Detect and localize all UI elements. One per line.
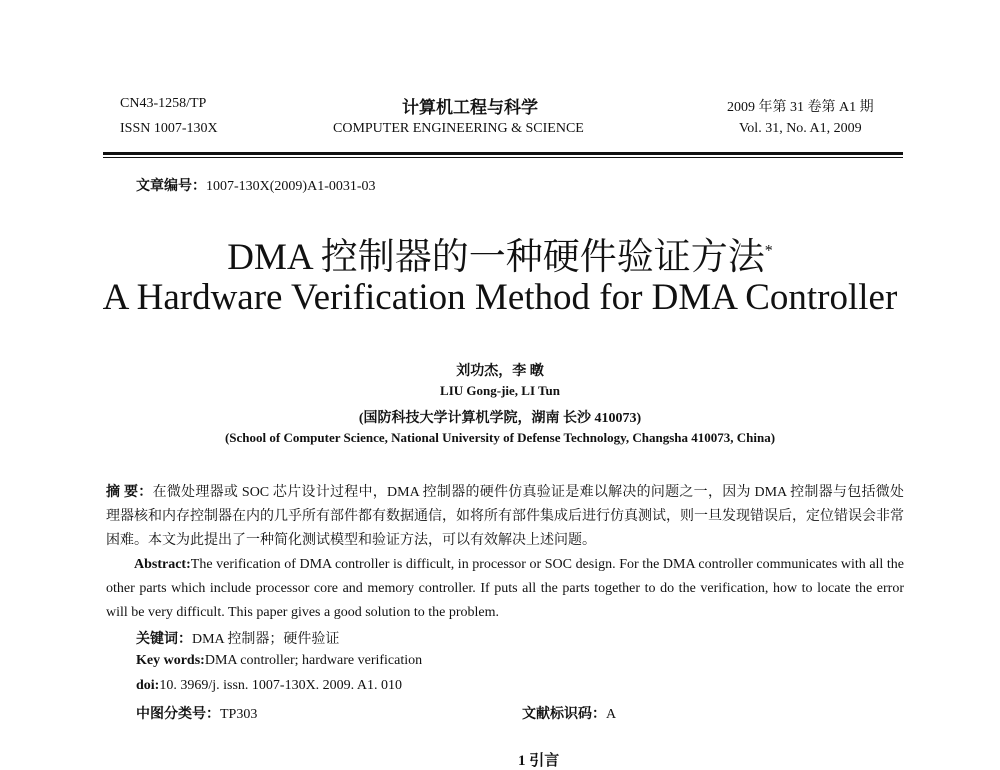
keywords-zh bbox=[136, 628, 339, 648]
doi-value: 10. 3969/j. issn. 1007-130X. 2009. A1. 010 bbox=[159, 678, 403, 693]
abstract-en-text: The verification of DMA controller is difficult, in processor or SOC design. For the DMA controller communicates with all the other parts which include processor core and memory controller. If puts all the parts together to do the verification, how to locate the error will be very difficult. This paper gives a good solution to the problem. bbox=[106, 557, 904, 620]
document-code-label: 文献标识码： bbox=[522, 707, 606, 722]
classification-label: 中图分类号： bbox=[136, 707, 220, 722]
authors-zh: 刘功杰，李 暾 bbox=[456, 364, 544, 379]
keywords-en-label: Key words: bbox=[136, 653, 205, 668]
title-en: A Hardware Verification Method for DMA Controller bbox=[102, 277, 898, 318]
abstract-en bbox=[106, 553, 904, 625]
keywords-en-text: DMA controller; hardware verification bbox=[204, 653, 423, 668]
journal-title-zh: 计算机工程与科学 bbox=[402, 98, 538, 117]
issue-en: Vol. 31, No. A1, 2009 bbox=[739, 121, 862, 136]
document-code bbox=[522, 703, 616, 723]
article-number-value: 1007-130X(2009)A1-0031-03 bbox=[206, 179, 376, 194]
journal-title-en: COMPUTER ENGINEERING & SCIENCE bbox=[333, 121, 584, 136]
issn: ISSN 1007-130X bbox=[120, 121, 218, 136]
issue-zh: 2009 年第 31 卷第 A1 期 bbox=[727, 100, 874, 115]
classification bbox=[136, 703, 257, 723]
section-heading: 1 引言 bbox=[518, 753, 560, 769]
title-zh-text: DMA 控制器的一种硬件验证方法 bbox=[227, 237, 765, 278]
footnote-marker: * bbox=[764, 242, 773, 260]
title-zh bbox=[0, 226, 1000, 280]
classification-value: TP303 bbox=[220, 707, 258, 722]
authors-en: LIU Gong-jie, LI Tun bbox=[440, 383, 560, 398]
keywords-zh-label: 关键词： bbox=[136, 632, 192, 647]
affiliation-en: (School of Computer Science, National University of Defense Technology, Changsha 410073, China) bbox=[224, 430, 776, 445]
abstract-zh-text: 在微处理器或 SOC 芯片设计过程中，DMA 控制器的硬件仿真验证是难以解决的问题之一，因为 DMA 控制器与包括微处理器核和内存控制器在内的几乎所有部件都有数据通信，如将所有部件集成后进行仿真测试，则一旦发现错误后，定位错误会非常困难。本文为此提出了一种简化测试模型和验证方法，可以有效解决上述问题。 bbox=[106, 485, 905, 548]
abstract-en-label: Abstract: bbox=[134, 557, 191, 572]
article-number bbox=[136, 175, 376, 195]
abstract-zh bbox=[106, 481, 904, 553]
document-code-value: A bbox=[606, 707, 617, 722]
affiliation-zh: (国防科技大学计算机学院，湖南 长沙 410073) bbox=[358, 411, 642, 426]
header-rule-thin bbox=[103, 157, 903, 158]
doi bbox=[136, 678, 402, 694]
keywords-en bbox=[136, 653, 422, 669]
article-number-label: 文章编号： bbox=[136, 179, 206, 194]
cn-number: CN43-1258/TP bbox=[120, 96, 207, 111]
keywords-zh-text: DMA 控制器；硬件验证 bbox=[192, 632, 340, 647]
header-rule-thick bbox=[103, 152, 903, 155]
abstract-zh-label: 摘 要： bbox=[106, 485, 153, 500]
doi-label: doi: bbox=[136, 678, 160, 693]
